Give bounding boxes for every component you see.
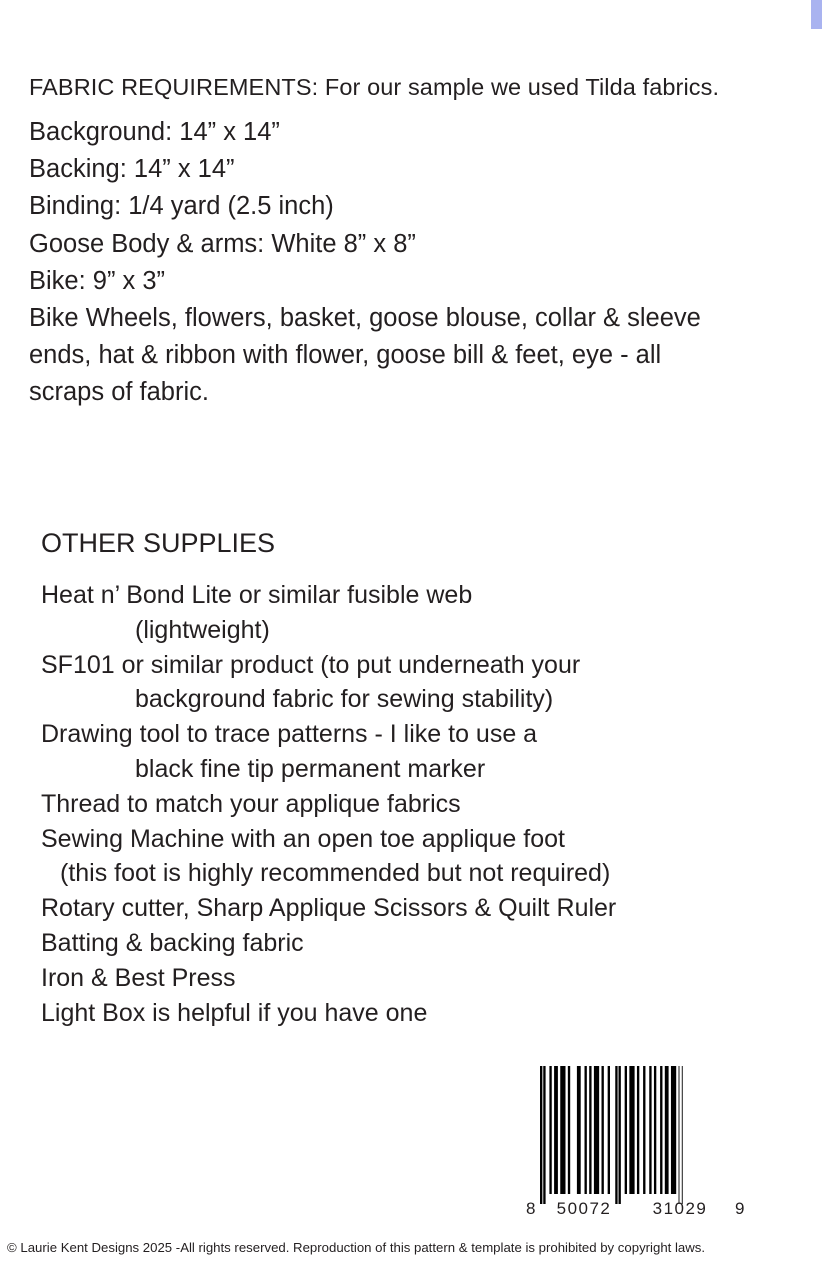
barcode-digits-right: 31029: [652, 1199, 708, 1218]
barcode-bar: [665, 1066, 669, 1194]
fabric-requirements-heading: FABRIC REQUIREMENTS: For our sample we used Tilda fabrics.: [29, 74, 720, 100]
supply-item-iron: Iron & Best Press: [41, 963, 236, 992]
supply-item-continuation: (lightweight): [135, 615, 270, 644]
upc-barcode: [520, 1062, 746, 1222]
barcode-bar: [660, 1066, 662, 1194]
barcode-bar: [577, 1066, 581, 1194]
barcode-bar: [615, 1066, 617, 1204]
barcode-digit-check: 9: [735, 1199, 745, 1218]
barcode-bar: [619, 1066, 621, 1204]
barcode-digit-lead: 8: [526, 1199, 536, 1218]
fabric-line-binding: Binding: 1/4 yard (2.5 inch): [29, 192, 334, 221]
fabric-line-background: Background: 14” x 14”: [29, 118, 280, 146]
supply-item-sf101: SF101 or similar product (to put underneath your: [41, 650, 581, 679]
barcode-bar: [585, 1066, 587, 1194]
barcode-bar: [554, 1066, 558, 1194]
fabric-requirements-list: [29, 114, 799, 412]
fabric-line-bike: Bike: 9” x 3”: [29, 266, 166, 295]
barcode-bar: [602, 1066, 604, 1194]
barcode-bar: [589, 1066, 591, 1194]
fabric-line-goose-body: Goose Body & arms: White 8” x 8”: [29, 229, 416, 258]
supply-item-continuation: background fabric for sewing stability): [135, 685, 554, 714]
barcode-bar: [560, 1066, 565, 1194]
barcode-bar: [682, 1066, 683, 1204]
barcode-bar: [625, 1066, 627, 1194]
barcode-digits-left: 50072: [556, 1199, 612, 1218]
barcode-bar: [594, 1066, 599, 1194]
supply-item-continuation: (this foot is highly recommended but not required): [60, 859, 611, 888]
barcode-bar: [671, 1066, 676, 1194]
fabric-line-backing: Backing: 14” x 14”: [29, 155, 235, 184]
barcode-bar: [568, 1066, 570, 1194]
supply-item-batting: Batting & backing fabric: [41, 928, 304, 957]
barcode-bar: [637, 1066, 639, 1194]
barcode-bar: [649, 1066, 651, 1194]
supply-item-thread: Thread to match your applique fabrics: [41, 789, 461, 818]
barcode-bar: [643, 1066, 645, 1194]
barcode-bar: [679, 1066, 680, 1204]
copyright-notice: © Laurie Kent Designs 2025 -All rights reserved. Reproduction of this pattern & template is prohibited by copyright laws.: [7, 1240, 706, 1255]
barcode-bar: [543, 1066, 545, 1204]
barcode-bar: [629, 1066, 634, 1194]
barcode-bar: [608, 1066, 610, 1194]
supply-item-continuation: black fine tip permanent marker: [135, 754, 486, 783]
fabric-line-scraps-2: ends, hat & ribbon with flower, goose bill & feet, eye - all: [29, 341, 662, 370]
fabric-line-scraps-3: scraps of fabric.: [29, 378, 209, 407]
barcode-bars: [540, 1066, 683, 1204]
supply-item-sewing-machine: Sewing Machine with an open toe applique foot: [41, 824, 565, 853]
supply-item-heat-n-bond: Heat n’ Bond Lite or similar fusible web: [41, 581, 473, 609]
supply-item-drawing-tool: Drawing tool to trace patterns - I like to use a: [41, 720, 538, 749]
corner-color-tab: [811, 0, 822, 29]
other-supplies-heading: OTHER SUPPLIES: [41, 528, 276, 558]
barcode-bar: [540, 1066, 542, 1204]
barcode-bar: [549, 1066, 551, 1194]
other-supplies-list: [41, 578, 616, 1030]
fabric-line-scraps-1: Bike Wheels, flowers, basket, goose blouse, collar & sleeve: [29, 304, 701, 333]
supply-item-rotary-cutter: Rotary cutter, Sharp Applique Scissors & Quilt Ruler: [41, 894, 617, 923]
barcode-bar: [654, 1066, 656, 1194]
supply-item-light-box: Light Box is helpful if you have one: [41, 998, 428, 1027]
